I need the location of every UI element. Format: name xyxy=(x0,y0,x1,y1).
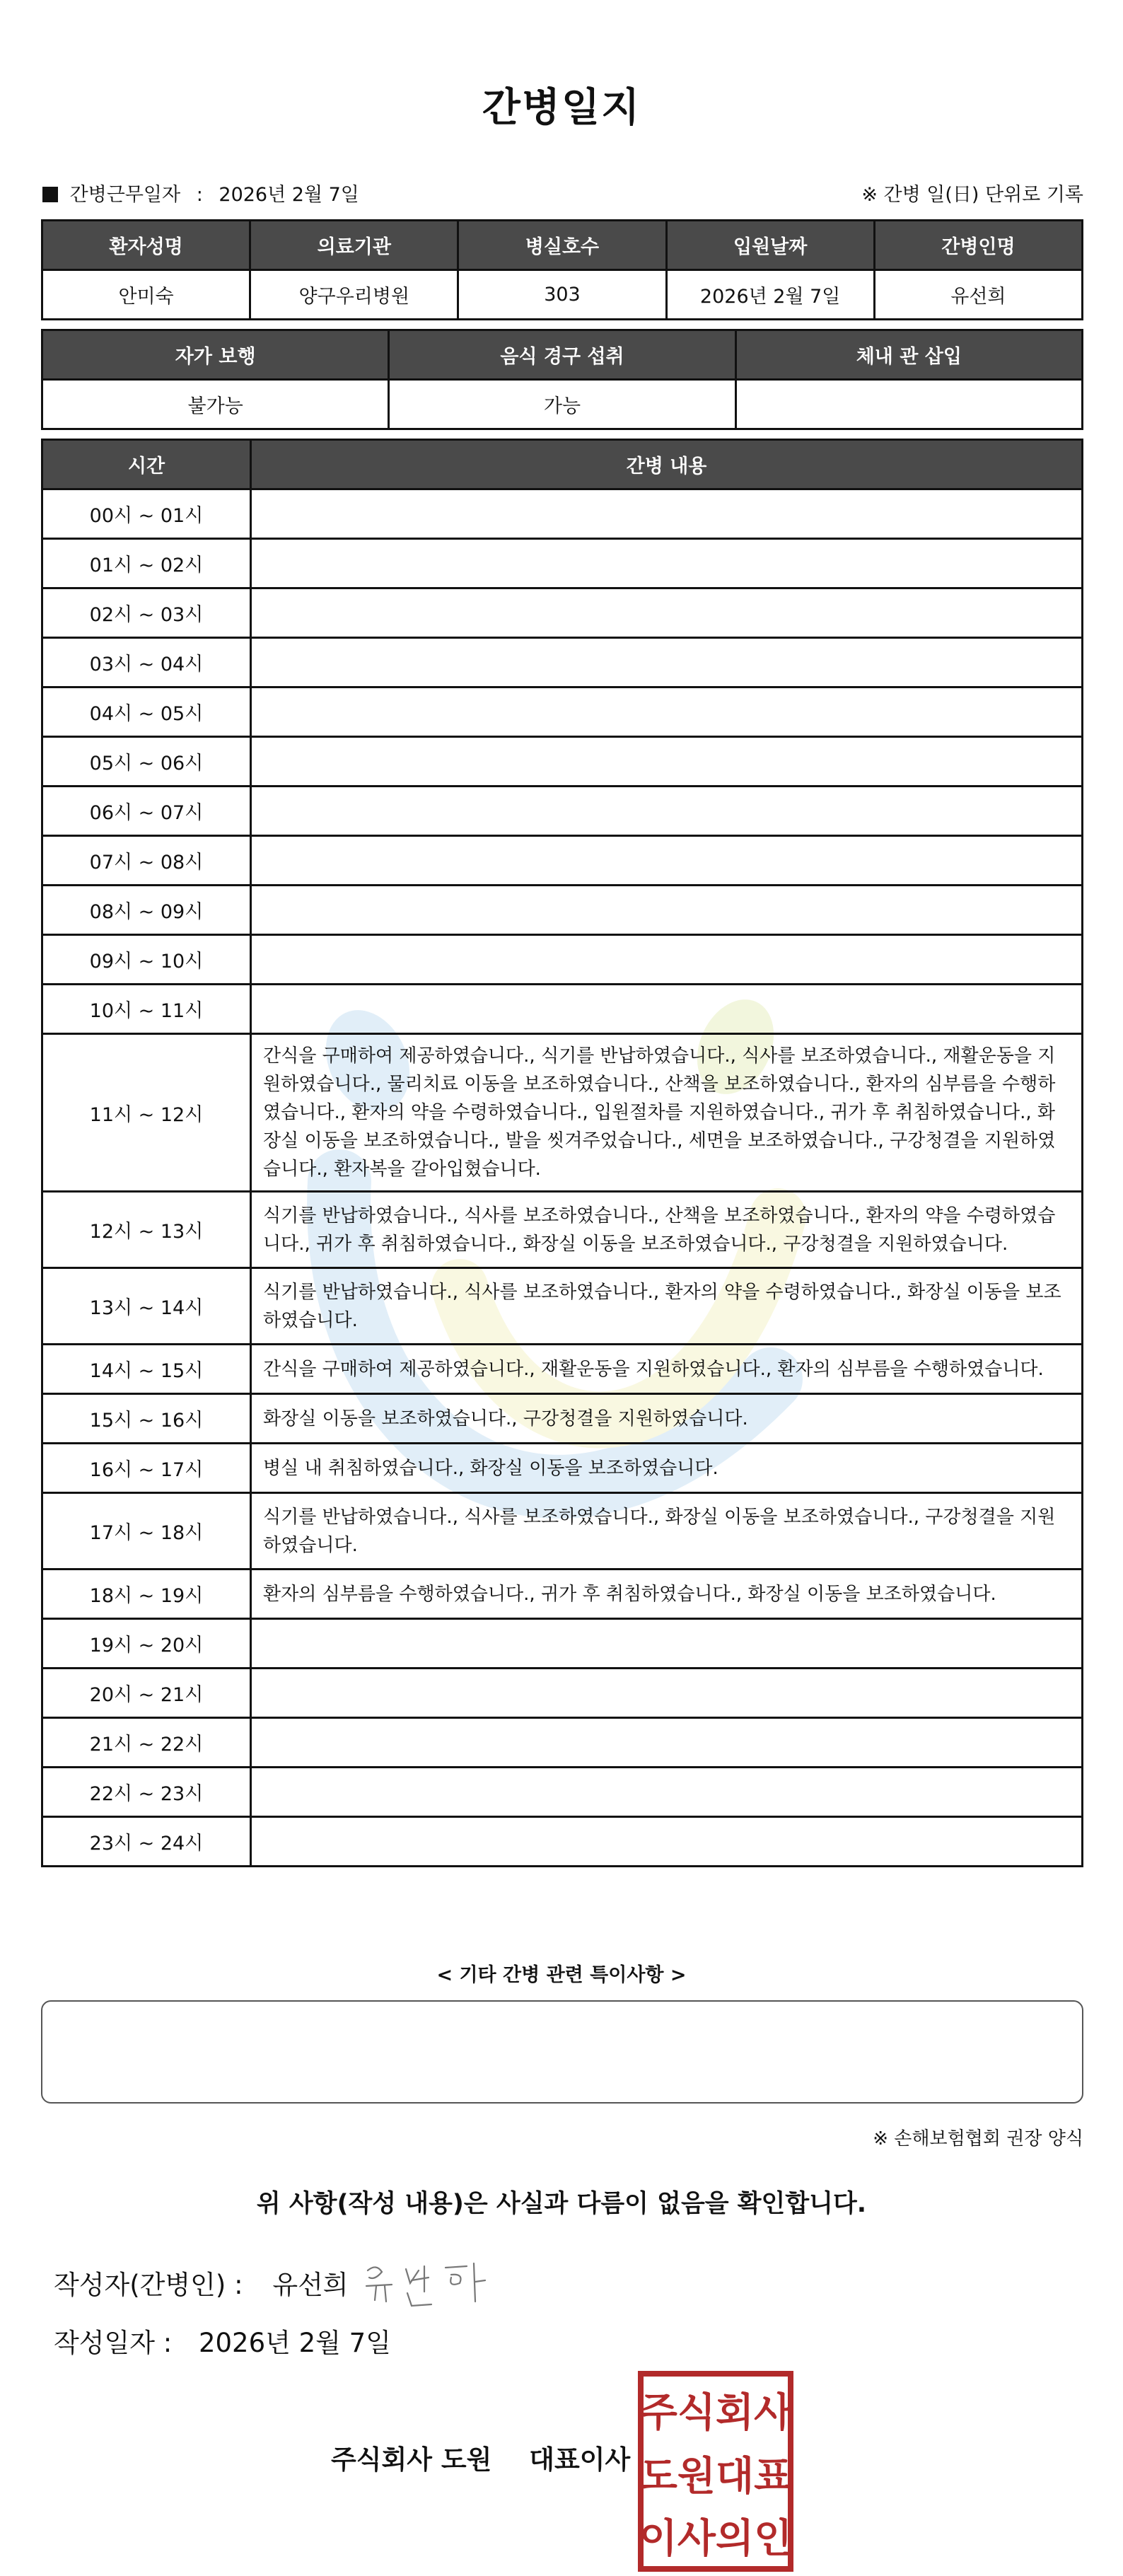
log-time-cell: 05시 ~ 06시 xyxy=(42,737,251,787)
unit-note: ※ 간병 일(日) 단위로 기록 xyxy=(861,184,1083,206)
log-time-cell: 20시 ~ 21시 xyxy=(42,1669,251,1718)
log-content-cell xyxy=(251,539,1083,588)
log-content-cell xyxy=(251,1768,1083,1817)
log-content-cell xyxy=(251,489,1083,539)
log-time-cell: 14시 ~ 15시 xyxy=(42,1345,251,1394)
log-row xyxy=(42,588,1083,638)
care-log-table xyxy=(41,439,1083,1867)
log-row xyxy=(42,886,1083,935)
log-content-cell xyxy=(251,935,1083,985)
log-row xyxy=(42,1493,1083,1570)
log-content-cell: 간식을 구매하여 제공하였습니다., 재활운동을 지원하였습니다., 환자의 심부름을 수행하였습니다. xyxy=(251,1345,1083,1394)
log-row xyxy=(42,1345,1083,1394)
representative-title: 대표이사 xyxy=(529,2444,631,2475)
company-seal-icon xyxy=(636,2369,795,2573)
log-content-cell: 식기를 반납하였습니다., 식사를 보조하였습니다., 화장실 이동을 보조하였습니다., 구강청결을 지원하였습니다. xyxy=(251,1493,1083,1570)
oral-intake-value: 가능 xyxy=(389,380,735,429)
log-time-cell: 06시 ~ 07시 xyxy=(42,787,251,836)
log-row xyxy=(42,1444,1083,1493)
log-time-cell: 09시 ~ 10시 xyxy=(42,935,251,985)
log-time-cell: 01시 ~ 02시 xyxy=(42,539,251,588)
log-content-cell xyxy=(251,836,1083,886)
header-medical-institution: 의료기관 xyxy=(250,221,458,270)
status-header-row xyxy=(42,330,1083,380)
header-time: 시간 xyxy=(42,440,251,489)
recommend-note: ※ 손해보험협회 권장 양식 xyxy=(873,2128,1083,2149)
header-oral-intake: 음식 경구 섭취 xyxy=(389,330,735,380)
header-care-content: 간병 내용 xyxy=(251,440,1083,489)
writer-name: 유선희 xyxy=(272,2270,349,2300)
log-content-cell xyxy=(251,1718,1083,1768)
log-row xyxy=(42,935,1083,985)
log-content-cell xyxy=(251,588,1083,638)
log-content-cell: 병실 내 취침하였습니다., 화장실 이동을 보조하였습니다. xyxy=(251,1444,1083,1493)
log-time-cell: 18시 ~ 19시 xyxy=(42,1570,251,1619)
log-row xyxy=(42,1768,1083,1817)
log-content-cell xyxy=(251,886,1083,935)
handwritten-signature-icon xyxy=(361,2249,495,2313)
patient-info-table xyxy=(41,219,1083,320)
svg-text:주식회사: 주식회사 xyxy=(639,2390,793,2436)
writer-label: 작성자(간병인) : xyxy=(54,2270,243,2300)
log-row xyxy=(42,1619,1083,1669)
page-title: 간병일지 xyxy=(482,85,641,131)
log-row xyxy=(42,1394,1083,1444)
log-time-cell: 03시 ~ 04시 xyxy=(42,638,251,687)
log-time-cell: 17시 ~ 18시 xyxy=(42,1493,251,1570)
written-date-line xyxy=(54,2321,391,2360)
log-row xyxy=(42,1192,1083,1268)
confirmation-statement: 위 사항(작성 내용)은 사실과 다름이 없음을 확인합니다. xyxy=(256,2190,867,2218)
header-caregiver-name: 간병인명 xyxy=(874,221,1082,270)
written-date-label: 작성일자 : xyxy=(54,2328,173,2358)
log-row xyxy=(42,985,1083,1034)
log-time-cell: 13시 ~ 14시 xyxy=(42,1268,251,1345)
log-content-cell xyxy=(251,638,1083,687)
svg-text:도원대표: 도원대표 xyxy=(639,2454,793,2500)
log-time-cell: 21시 ~ 22시 xyxy=(42,1718,251,1768)
status-value-row xyxy=(42,380,1083,429)
header-self-walking: 자가 보행 xyxy=(42,330,389,380)
log-content-cell xyxy=(251,687,1083,737)
room-number: 303 xyxy=(458,270,666,320)
caregiver-name: 유선희 xyxy=(874,270,1082,320)
log-time-cell: 00시 ~ 01시 xyxy=(42,489,251,539)
log-content-cell: 식기를 반납하였습니다., 식사를 보조하였습니다., 환자의 약을 수령하였습니다., 화장실 이동을 보조하였습니다. xyxy=(251,1268,1083,1345)
log-row xyxy=(42,539,1083,588)
log-row xyxy=(42,489,1083,539)
work-date-label: 간병근무일자 xyxy=(69,184,181,206)
patient-name: 안미숙 xyxy=(42,270,250,320)
log-time-cell: 07시 ~ 08시 xyxy=(42,836,251,886)
log-content-cell xyxy=(251,985,1083,1034)
work-date-value: 2026년 2월 7일 xyxy=(219,184,359,206)
log-content-cell xyxy=(251,787,1083,836)
admission-date: 2026년 2월 7일 xyxy=(666,270,874,320)
log-time-cell: 02시 ~ 03시 xyxy=(42,588,251,638)
log-content-cell xyxy=(251,1817,1083,1867)
log-time-cell: 23시 ~ 24시 xyxy=(42,1817,251,1867)
log-content-cell xyxy=(251,737,1083,787)
notes-title: < 기타 간병 관련 특이사항 > xyxy=(436,1964,687,1986)
patient-status-table xyxy=(41,329,1083,430)
log-time-cell: 08시 ~ 09시 xyxy=(42,886,251,935)
log-time-cell: 04시 ~ 05시 xyxy=(42,687,251,737)
log-time-cell: 15시 ~ 16시 xyxy=(42,1394,251,1444)
log-content-cell: 화장실 이동을 보조하였습니다., 구강청결을 지원하였습니다. xyxy=(251,1394,1083,1444)
header-admission-date: 입원날짜 xyxy=(666,221,874,270)
written-date-value: 2026년 2월 7일 xyxy=(198,2328,391,2358)
notes-box xyxy=(41,2000,1083,2104)
log-content-cell xyxy=(251,1619,1083,1669)
medical-institution: 양구우리병원 xyxy=(250,270,458,320)
log-time-cell: 22시 ~ 23시 xyxy=(42,1768,251,1817)
tube-insertion-value xyxy=(735,380,1082,429)
company-name: 주식회사 도원 xyxy=(331,2444,492,2475)
log-row xyxy=(42,737,1083,787)
log-row xyxy=(42,1817,1083,1867)
log-time-cell: 11시 ~ 12시 xyxy=(42,1034,251,1192)
log-content-cell xyxy=(251,1669,1083,1718)
header-tube-insertion: 체내 관 삽입 xyxy=(735,330,1082,380)
square-bullet-icon xyxy=(42,187,58,202)
log-row xyxy=(42,1034,1083,1192)
log-time-cell: 19시 ~ 20시 xyxy=(42,1619,251,1669)
log-header-row xyxy=(42,440,1083,489)
company-line xyxy=(331,2438,630,2476)
log-row xyxy=(42,1718,1083,1768)
header-room-number: 병실호수 xyxy=(458,221,666,270)
log-row xyxy=(42,787,1083,836)
svg-text:이사의인: 이사의인 xyxy=(639,2516,793,2562)
log-time-cell: 12시 ~ 13시 xyxy=(42,1192,251,1268)
log-row xyxy=(42,687,1083,737)
log-row xyxy=(42,836,1083,886)
log-row xyxy=(42,1669,1083,1718)
patient-header-row xyxy=(42,221,1083,270)
log-row xyxy=(42,1268,1083,1345)
log-content-cell: 간식을 구매하여 제공하였습니다., 식기를 반납하였습니다., 식사를 보조하였습니다., 재활운동을 지원하였습니다., 물리치료 이동을 보조하였습니다., 산책을 보조하였습니다., 환자의 심부름을 수행하였습니다., 환자의 약을 수령하였습니다., 입원절차를 지원하였습니다., 귀가 후 취침하였습니다., 화장실 이동을 보조하였습니다., 발을 씻겨주었습니다., 세면을 보조하였습니다., 구강청결을 지원하였습니다., 환자복을 갈아입혔습니다. xyxy=(251,1034,1083,1192)
self-walking-value: 불가능 xyxy=(42,380,389,429)
log-time-cell: 16시 ~ 17시 xyxy=(42,1444,251,1493)
patient-value-row xyxy=(42,270,1083,320)
log-body xyxy=(42,489,1083,1867)
work-date-separator: : xyxy=(196,184,203,206)
header-patient-name: 환자성명 xyxy=(42,221,250,270)
writer-line xyxy=(54,2263,349,2302)
log-row xyxy=(42,1570,1083,1619)
log-content-cell: 식기를 반납하였습니다., 식사를 보조하였습니다., 산책을 보조하였습니다., 환자의 약을 수령하였습니다., 귀가 후 취침하였습니다., 화장실 이동을 보조하였습니다., 구강청결을 지원하였습니다. xyxy=(251,1192,1083,1268)
log-row xyxy=(42,638,1083,687)
log-content-cell: 환자의 심부름을 수행하였습니다., 귀가 후 취침하였습니다., 화장실 이동을 보조하였습니다. xyxy=(251,1570,1083,1619)
log-time-cell: 10시 ~ 11시 xyxy=(42,985,251,1034)
work-date-line xyxy=(42,179,359,207)
